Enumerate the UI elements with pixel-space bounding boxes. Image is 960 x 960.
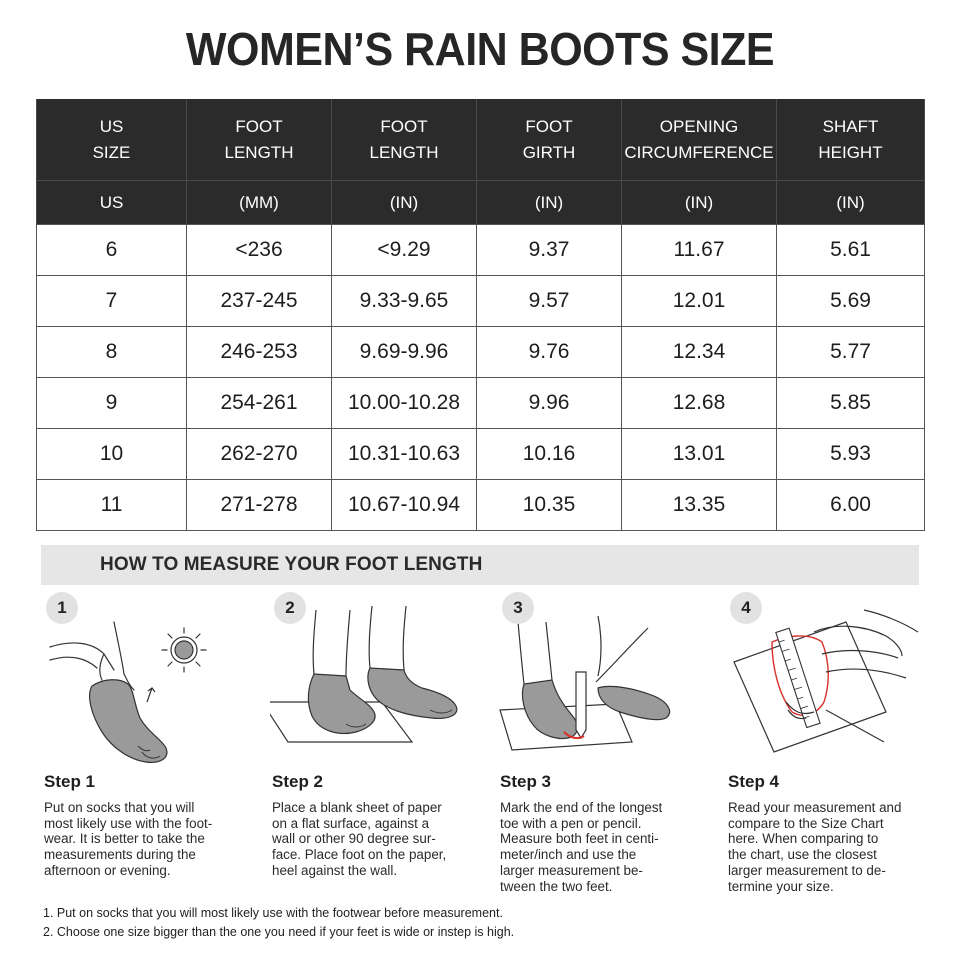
- table-cell: 9.76: [477, 327, 622, 378]
- table-cell: 12.01: [622, 276, 777, 327]
- table-cell: <9.29: [332, 225, 477, 276]
- table-cell: 9.69-9.96: [332, 327, 477, 378]
- table-cell: 262-270: [187, 429, 332, 480]
- unit-in: (IN): [477, 181, 622, 225]
- step-number-badge: 3: [502, 592, 534, 624]
- table-cell: 11.67: [622, 225, 777, 276]
- unit-in: (IN): [332, 181, 477, 225]
- step-title: Step 3: [500, 772, 552, 791]
- table-row: [37, 225, 925, 276]
- unit-in: (IN): [622, 181, 777, 225]
- measure-section-heading-bar: [41, 545, 919, 585]
- footnote: 2. Choose one size bigger than the one you need if your feet is wide or instep is high.: [43, 925, 515, 939]
- table-cell: 237-245: [187, 276, 332, 327]
- page-title: WOMEN’S RAIN BOOTS SIZE: [185, 24, 775, 76]
- table-cell: 5.93: [777, 429, 925, 480]
- table-row: [37, 480, 925, 531]
- table-cell: 10.35: [477, 480, 622, 531]
- step-description: Mark the end of the longest toe with a pen or pencil. Measure both feet in centi- meter/inch and use the larger measurement be- tween the two feet.: [500, 800, 663, 894]
- table-cell: 10.67-10.94: [332, 480, 477, 531]
- table-cell: 5.69: [777, 276, 925, 327]
- header-shaft-height: SHAFT HEIGHT: [777, 99, 925, 181]
- table-cell: 10.31-10.63: [332, 429, 477, 480]
- table-cell: 5.61: [777, 225, 925, 276]
- unit-us: US: [37, 181, 187, 225]
- step-title: Step 4: [728, 772, 780, 791]
- table-cell: 7: [37, 276, 187, 327]
- table-cell: 10.00-10.28: [332, 378, 477, 429]
- table-cell: 271-278: [187, 480, 332, 531]
- table-cell: 12.34: [622, 327, 777, 378]
- table-row: [37, 327, 925, 378]
- footnote: 1. Put on socks that you will most likely use with the footwear before measurement.: [43, 906, 503, 920]
- header-foot-length-mm: FOOT LENGTH: [187, 99, 332, 181]
- table-cell: 9.37: [477, 225, 622, 276]
- table-cell: 9.33-9.65: [332, 276, 477, 327]
- table-cell: 10.16: [477, 429, 622, 480]
- table-cell: 13.35: [622, 480, 777, 531]
- step-description: Read your measurement and compare to the Size Chart here. When comparing to the chart, use the closest larger measurement to de- termine your size.: [728, 800, 902, 894]
- table-cell: 9: [37, 378, 187, 429]
- table-cell: 6: [37, 225, 187, 276]
- step-number-badge: 4: [730, 592, 762, 624]
- header-us-size: US SIZE: [37, 99, 187, 181]
- size-chart-table: [36, 99, 925, 531]
- table-cell: 9.57: [477, 276, 622, 327]
- footnotes: [43, 904, 514, 942]
- step-description: Place a blank sheet of paper on a flat surface, against a wall or other 90 degree sur- face. Place foot on the paper, heel against the wall.: [272, 800, 447, 878]
- table-cell: 11: [37, 480, 187, 531]
- unit-mm: (MM): [187, 181, 332, 225]
- step-title: Step 1: [44, 772, 96, 791]
- header-foot-length-in: FOOT LENGTH: [332, 99, 477, 181]
- measure-section-heading: HOW TO MEASURE YOUR FOOT LENGTH: [100, 554, 483, 575]
- table-cell: 12.68: [622, 378, 777, 429]
- table-row: [37, 429, 925, 480]
- step-number-badge: 1: [46, 592, 78, 624]
- unit-in: (IN): [777, 181, 925, 225]
- table-cell: 254-261: [187, 378, 332, 429]
- table-cell: <236: [187, 225, 332, 276]
- step-title: Step 2: [272, 772, 324, 791]
- step-number-badge: 2: [274, 592, 306, 624]
- table-cell: 5.77: [777, 327, 925, 378]
- table-row: [37, 276, 925, 327]
- table-cell: 8: [37, 327, 187, 378]
- step-description: Put on socks that you will most likely use with the foot- wear. It is better to take the measurements during the afternoon or evening.: [44, 800, 213, 878]
- table-row: [37, 378, 925, 429]
- table-cell: 10: [37, 429, 187, 480]
- table-cell: 246-253: [187, 327, 332, 378]
- header-opening-circumference: OPENING CIRCUMFERENCE: [622, 99, 777, 181]
- table-cell: 9.96: [477, 378, 622, 429]
- table-cell: 6.00: [777, 480, 925, 531]
- table-cell: 13.01: [622, 429, 777, 480]
- table-cell: 5.85: [777, 378, 925, 429]
- header-foot-girth: FOOT GIRTH: [477, 99, 622, 181]
